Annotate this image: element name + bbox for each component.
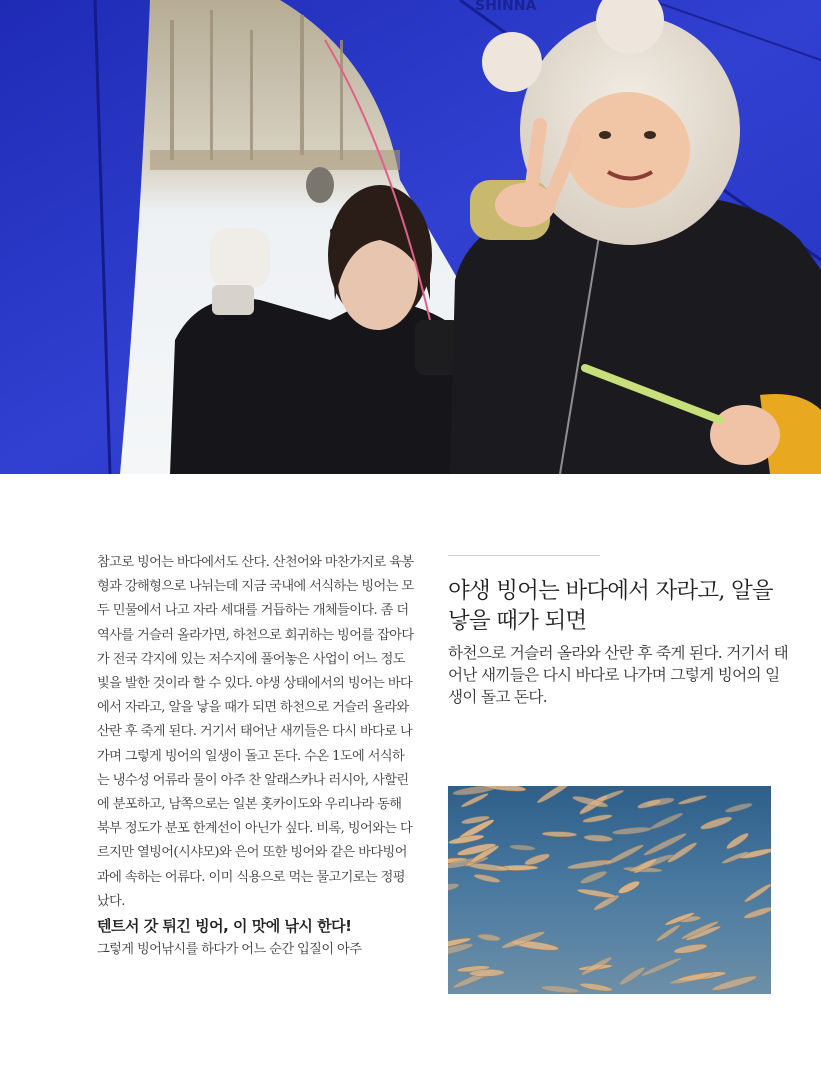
ice-fishing-tent-illustration	[0, 0, 821, 474]
pull-quote	[448, 555, 788, 708]
pull-quote-body: 하천으로 거슬러 올라와 산란 후 죽게 된다. 거기서 태어난 새끼들은 다시 바다로 나가며 그렇게 빙어의 일생이 돌고 돈다.	[448, 644, 788, 706]
article-body	[97, 551, 415, 962]
smelt-photo	[448, 786, 771, 994]
hero-photo	[0, 0, 821, 474]
body-paragraph: 참고로 빙어는 바다에서도 산다. 산천어와 마찬가지로 육봉형과 강해형으로 나뉘는데 지금 국내에 서식하는 빙어는 모두 민물에서 나고 자라 세대를 거듭하는 개체들이다. 좀 더 역사를 거슬러 올라가면, 하천으로 회귀하는 빙어를 잡아다가 전국 각지에 있는 저수지에 풀어놓은 사업이 어느 정도 빛을 발한 것이라 할 수 있다. 야생 상태에서의 빙어는 바다에서 자라고, 알을 낳을 때가 되면 하천으로 거슬러 올라와 산란 후 죽게 된다. 거기서 태어난 새끼들은 다시 바다로 나가며 그렇게 빙어의 일생이 돌고 돈다. 수온 1도에 서식하는 냉수성 어류라 물이 아주 찬 알래스카나 러시아, 사할린에 분포하고, 남쪽으로는 일본 홋카이도와 우리나라 동해 북부 정도가 분포 한계선이 아닌가 싶다. 비록, 빙어와는 다르지만 열빙어(시샤모)와 은어 또한 빙어와 같은 바다빙어과에 속하는 어류다. 이미 식용으로 먹는 물고기로는 정평 났다.	[97, 555, 414, 909]
pull-quote-divider	[448, 555, 600, 556]
body-continuation: 그렇게 빙어낚시를 하다가 어느 순간 입질이 아주	[97, 942, 362, 958]
pull-quote-title: 야생 빙어는 바다에서 자라고, 알을 낳을 때가 되면	[448, 578, 773, 634]
tent-brand-text: SHINNA	[475, 0, 537, 14]
section-subheading: 텐트서 갓 튀긴 빙어, 이 맛에 낚시 한다!	[97, 917, 352, 936]
smelt-school-illustration	[448, 786, 771, 994]
